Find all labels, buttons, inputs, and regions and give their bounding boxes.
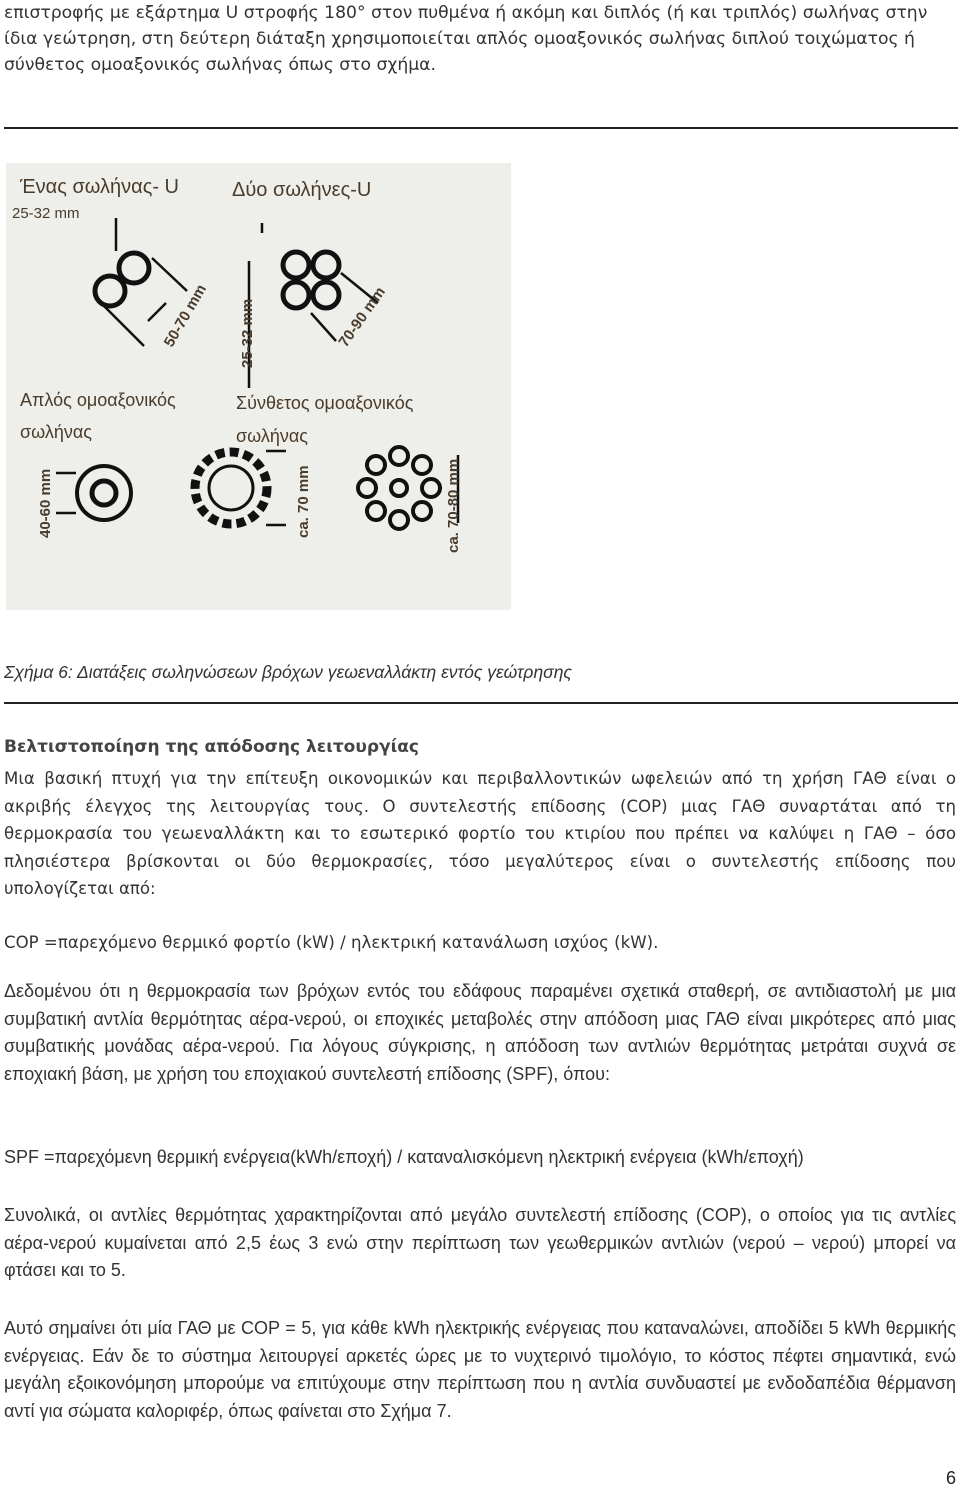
dim-25-32-vertical-label: 25-32 mm xyxy=(239,298,256,368)
one-u-label: Ένας σωλήνας- U xyxy=(20,176,180,198)
simple-coax-label-2: σωλήνας xyxy=(20,422,92,442)
two-u-label: Δύο σωλήνες-U xyxy=(232,179,372,201)
small-pipe-circle xyxy=(367,502,385,520)
dim-70-90-label: 70-90 mm xyxy=(335,283,389,351)
u-pipe-circle xyxy=(283,252,309,278)
dim-ca70-label: ca. 70 mm xyxy=(295,465,312,538)
small-pipe-circle xyxy=(422,479,440,497)
body-paragraph: Μια βασική πτυχή για την επίτευξη οικονομικών και περιβαλλοντικών ωφελειών από τη χρήση ΓΑΘ είναι ο ακριβής έλεγχος της λειτουργίας τους. Ο συντελεστής επίδοσης (COP) μιας ΓΑΘ συναρτάται από τη θερμοκρασία του γεωεναλλάκτη και το εσωτερικό φορτίο του κτιρίου που πρέπει να καλύψει η ΓΑΘ – όσο πλησιέστερα βρίσκονται οι δύο θερμοκρασίες, τόσο μεγαλύτερος είναι ο συντελεστής επίδοσης που υπολογίζεται από: xyxy=(4,769,956,899)
simple-coax-label: Απλός ομοαξονικός xyxy=(20,390,176,410)
u-pipe-circle xyxy=(119,253,149,283)
u-pipe-circle xyxy=(283,282,309,308)
body-paragraph: Δεδομένου ότι η θερμοκρασία των βρόχων εντός του εδάφους παραμένει σχετικά σταθερή, σε αντιδιαστολή με μια συμβατική αντλία θερμότητας αέρα-νερού, οι εποχικές μεταβολές στην απόδοση μιας ΓΑΘ είναι μικρότερες από μιας συμβατικής μονάδας αέρα-νερού. Για λόγους σύγκρισης, η απόδοση των αντλιών θερμότητας μετράται συχνά σε εποχιακή βάση, με χρήση του εποχιακού συντελεστή επίδοσης (SPF), όπου: xyxy=(4,981,956,1084)
small-pipe-circle xyxy=(390,511,408,529)
cop-formula: COP =παρεχόμενο θερμικό φορτίο (kW) / ηλεκτρική κατανάλωση ισχύος (kW). xyxy=(4,933,659,952)
intro-paragraph: επιστροφής με εξάρτημα U στροφής 180° στον πυθμένα ή ακόμη και διπλός (ή και τριπλός) σωλήνας στην ίδια γεώτρηση, στη δεύτερη διάταξη χρησιμοποιείται απλός ομοαξονικός σωλήνας διπλού τοιχώματος ή σύνθετος ομοαξονικός σωλήνας όπως στο σχήμα. xyxy=(4,3,928,75)
coax-inner-circle xyxy=(92,481,116,505)
horizontal-rule xyxy=(4,702,958,704)
u-pipe-circle xyxy=(313,282,339,308)
dim-ca70-80-label: ca. 70-80 mm xyxy=(445,458,462,553)
spf-formula: SPF =παρεχόμενη θερμική ενέργεια(kWh/εποχή) / καταναλισκόμενη ηλεκτρική ενέργεια (kWh/εποχή) xyxy=(4,1147,804,1167)
body-paragraph: Αυτό σημαίνει ότι μία ΓΑΘ με COP = 5, για κάθε kWh ηλεκτρικής ενέργειας που καταναλώνει, αποδίδει 5 kWh θερμικής ενέργειας. Εάν δε το σύστημα λειτουργεί αρκετές ώρες με το νυχτερινό τιμολόγιο, το κόστος πέφτει σημαντικά, ενώ μεγάλη εξοικονόμηση μπορούμε να επιτύχουμε στην περίπτωση που η αντλία συνδυαστεί με ενδοδαπέδια θέρμανση αντί για σώματα καλοριφέρ, όπως φαίνεται στο Σχήμα 7. xyxy=(4,1318,956,1421)
body-paragraph: Συνολικά, οι αντλίες θερμότητας χαρακτηρίζονται από μεγάλο συντελεστή επίδοσης (COP), ο οποίος για τις αντλίες αέρα-νερού κυμαίνεται από 2,5 έως 3 ενώ στην περίπτωση των γεωθερμικών αντλιών (νερού – νερού) μπορεί να φτάσει και το 5. xyxy=(4,1205,956,1280)
small-pipe-circle xyxy=(390,447,408,465)
u-pipe-circle xyxy=(95,276,125,306)
section-heading: Βελτιστοποίηση της απόδοσης λειτουργίας xyxy=(4,737,419,757)
composite-coax-label-2: σωλήνας xyxy=(236,426,308,446)
coax-outer-circle xyxy=(77,466,131,520)
small-pipe-circle xyxy=(391,480,407,496)
small-pipe-circle xyxy=(358,479,376,497)
dim-40-60-label: 40-60 mm xyxy=(37,468,54,538)
small-pipe-circle xyxy=(413,502,431,520)
coax-ring xyxy=(195,452,267,524)
horizontal-rule xyxy=(4,127,958,129)
dim-50-70-label: 50-70 mm xyxy=(160,281,211,350)
composite-coax-label: Σύνθετος ομοαξονικός xyxy=(236,393,414,413)
u-pipe-circle xyxy=(313,252,339,278)
borehole-pipe-diagram xyxy=(6,163,511,610)
page-number: 6 xyxy=(945,1468,956,1488)
dim-25-32-label: 25-32 mm xyxy=(12,205,80,222)
small-pipe-circle xyxy=(413,456,431,474)
coax-center-circle xyxy=(209,466,253,510)
figure-caption: Σχήμα 6: Διατάξεις σωληνώσεων βρόχων γεωεναλλάκτη εντός γεώτρησης xyxy=(4,662,572,682)
small-pipe-circle xyxy=(367,456,385,474)
